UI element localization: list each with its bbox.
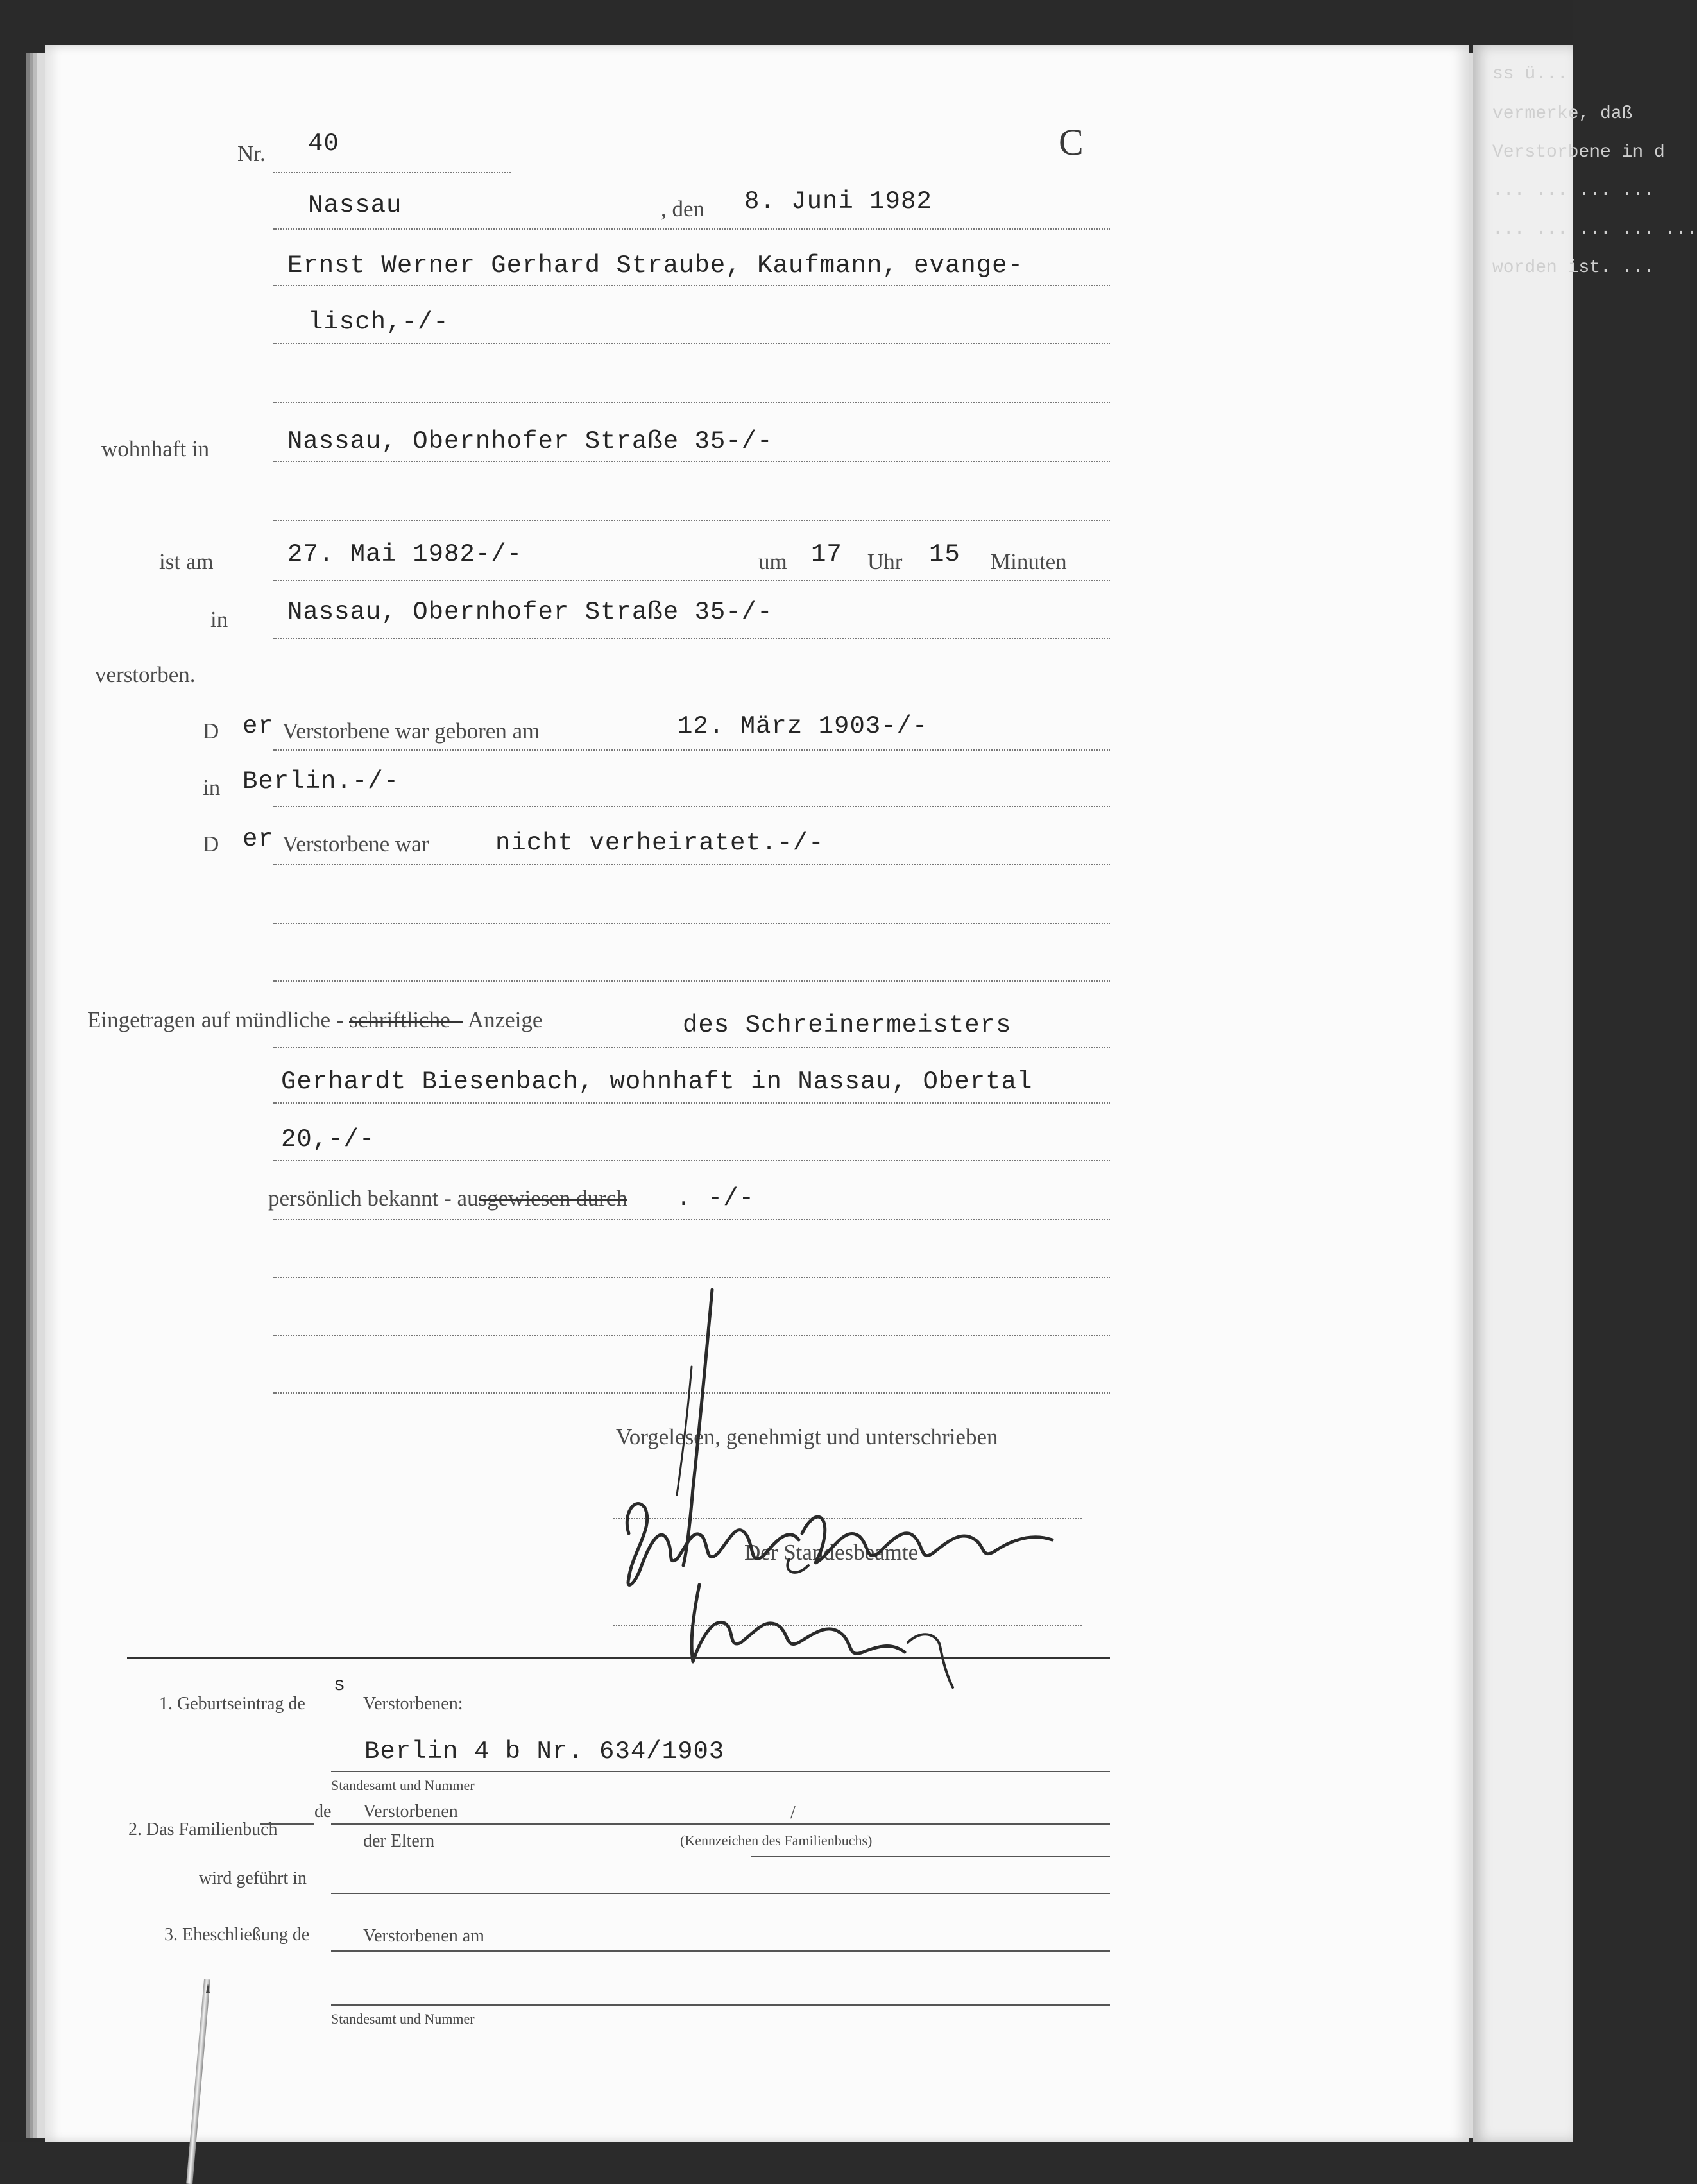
death-in-label: in (210, 607, 228, 632)
facing-page-line: vermerke, daß (1492, 104, 1633, 124)
gefuehrt-label: wird geführt in (199, 1868, 307, 1888)
wohnhaft-label: wohnhaft in (101, 436, 210, 461)
facing-page (1473, 45, 1697, 2142)
den-label: , den (661, 196, 705, 221)
nr-line (273, 172, 511, 173)
gefuehrt-line (331, 1893, 1110, 1894)
death-place-value: Nassau, Obernhofer Straße 35-/- (287, 598, 773, 626)
birth-d-label: D (203, 719, 219, 744)
facing-page-line: ... ... ... ... ... (1492, 219, 1697, 239)
blank-line (273, 923, 1110, 924)
nr-label: Nr. (237, 141, 266, 166)
birth-er-typed: er (243, 712, 274, 740)
facing-page-line: ... ... ... ... (1492, 181, 1655, 201)
blank-line (273, 1277, 1110, 1278)
death-date-value: 27. Mai 1982-/- (287, 540, 523, 568)
nr-value: 40 (308, 130, 339, 158)
eingetragen-label (87, 1007, 542, 1033)
informant-line-2: Gerhardt Biesenbach, wohnhaft in Nassau, Obertal (281, 1068, 1033, 1096)
place-date-line (273, 228, 1110, 230)
um-label: um (758, 549, 787, 574)
person-line-2: lisch,-/- (308, 308, 449, 336)
familienbuch-slash: / (790, 1803, 796, 1823)
geburt-value: Berlin 4 b Nr. 634/1903 (364, 1737, 725, 1766)
informant-line-3-rule (273, 1160, 1110, 1161)
standesamt-label-2: Standesamt und Nummer (331, 2011, 475, 2027)
footer-divider (127, 1657, 1110, 1659)
blank-line (273, 520, 1110, 521)
bekannt-text: persönlich bekannt - au (268, 1186, 479, 1211)
familienbuch-bracket-line (260, 1823, 314, 1825)
birth-date-value: 12. März 1903-/- (678, 712, 928, 740)
bekannt-line (273, 1219, 1110, 1220)
ehe-line (331, 1950, 1110, 1952)
bekannt-typed: . -/- (676, 1184, 755, 1213)
blank-line (273, 402, 1110, 403)
person-line-1-rule (273, 285, 1110, 286)
informant-line-2-rule (273, 1102, 1110, 1104)
anzeige-label: Anzeige (467, 1007, 543, 1032)
vorgelesen-label: Vorgelesen, genehmigt und unterschrieben (616, 1424, 998, 1449)
ehe-label: 3. Eheschließung de (164, 1925, 310, 1945)
place-value: Nassau (308, 191, 402, 219)
death-hour-value: 17 (811, 540, 842, 568)
uhr-label: Uhr (867, 549, 903, 574)
familienbuch-eltern: der Eltern (363, 1831, 435, 1851)
informant-line-1: des Schreinermeisters (683, 1011, 1012, 1039)
death-minute-value: 15 (929, 540, 960, 568)
verstorben-label: verstorben. (95, 662, 196, 687)
register-letter: C (1059, 121, 1084, 163)
marital-line (273, 864, 1110, 865)
ehe-standesamt-line (331, 2004, 1110, 2006)
familienbuch-line-2 (751, 1856, 1110, 1857)
marital-er-typed: er (243, 825, 274, 853)
birth-date-line (273, 749, 1110, 751)
wohnhaft-value: Nassau, Obernhofer Straße 35-/- (287, 427, 773, 456)
wohnhaft-line (273, 461, 1110, 462)
birth-place-value: Berlin.-/- (243, 767, 400, 796)
birth-in-label: in (203, 775, 221, 800)
standesbeamte-label: Der Standesbeamte (744, 1540, 919, 1565)
geburt-s-typed: s (334, 1675, 346, 1696)
facing-page-line: ss ü... (1492, 64, 1568, 84)
date-value: 8. Juni 1982 (744, 187, 932, 216)
familienbuch-kennzeichen: (Kennzeichen des Familienbuchs) (680, 1832, 873, 1848)
familienbuch-de: de (314, 1802, 332, 1821)
familienbuch-verstorbenen: Verstorbenen (363, 1802, 458, 1821)
pen-tip (206, 1984, 210, 1993)
ehe-verstorbenen: Verstorbenen am (363, 1926, 484, 1946)
handwritten-signatures-image (616, 1283, 1078, 1694)
schriftliche-struck: schriftliche - (349, 1007, 464, 1032)
ist-am-label: ist am (159, 549, 214, 574)
standesamt-label: Standesamt und Nummer (331, 1777, 475, 1793)
person-line-2-rule (273, 343, 1110, 344)
informant-line-1-rule (273, 1047, 1110, 1048)
marital-label: Verstorbene war (282, 832, 429, 857)
birth-place-line (273, 806, 1110, 807)
minuten-label: Minuten (991, 549, 1067, 574)
register-page (45, 45, 1469, 2142)
death-place-line (273, 638, 1110, 639)
facing-page-line: worden ist. ... (1492, 258, 1655, 278)
geburt-label: 1. Geburtseintrag de (159, 1694, 305, 1714)
eingetragen-text: Eingetragen auf mündliche - (87, 1007, 344, 1032)
ausgewiesen-struck: sgewiesen durch (478, 1186, 627, 1211)
informant-line-3: 20,-/- (281, 1125, 375, 1154)
marital-d-label: D (203, 832, 219, 857)
marital-value: nicht verheiratet.-/- (495, 829, 824, 857)
blank-line (273, 980, 1110, 982)
familienbuch-line (331, 1823, 1110, 1825)
death-date-line (273, 580, 1110, 581)
familienbuch-label: 2. Das Familienbuch (128, 1820, 278, 1839)
geburt-verstorbenen-label: Verstorbenen: (363, 1694, 463, 1714)
facing-page-line: Verstorbene in d (1492, 142, 1665, 162)
geboren-label: Verstorbene war geboren am (282, 719, 540, 744)
person-line-1: Ernst Werner Gerhard Straube, Kaufmann, evange- (287, 252, 1023, 280)
bekannt-label (268, 1186, 627, 1211)
geburt-line (331, 1771, 1110, 1772)
